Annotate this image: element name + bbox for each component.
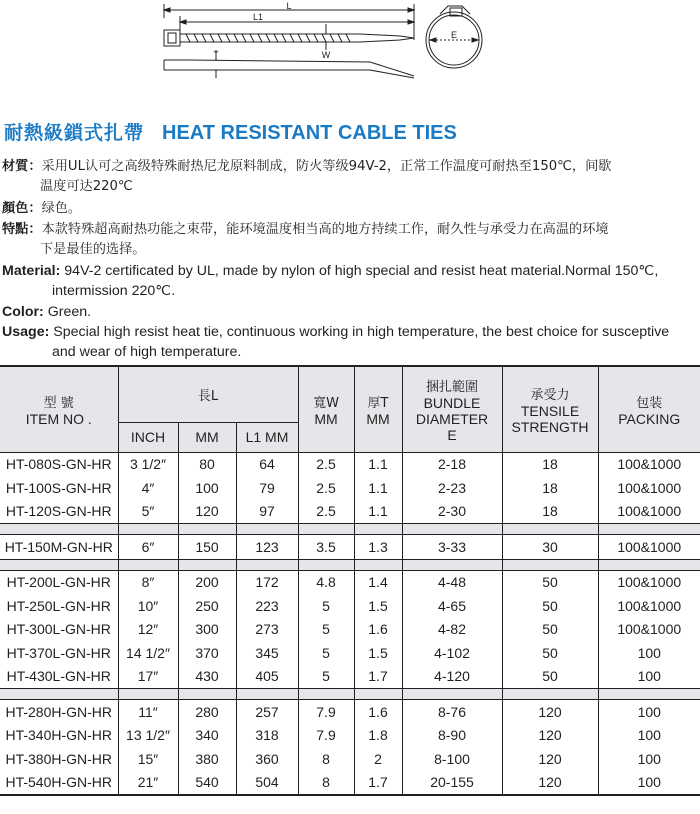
header-packing-cn: 包装: [636, 395, 663, 411]
cell-l1mm: 79: [236, 476, 298, 500]
cell-thickness: 1.5: [354, 594, 402, 618]
header-bundle-3: E: [447, 426, 457, 443]
cell-inch: 8″: [118, 570, 178, 594]
header-l1mm: L1 MM: [236, 422, 298, 452]
cell-packing: 100: [598, 700, 700, 724]
material-en: [2, 261, 692, 281]
cell-mm: 370: [178, 641, 236, 665]
header-thickness: [354, 366, 402, 452]
header-tensile-2: STRENGTH: [511, 418, 589, 435]
cell-thickness: 2: [354, 747, 402, 771]
cell-width: 5: [298, 618, 354, 642]
separator-cell: [402, 689, 502, 700]
cell-l1mm: 360: [236, 747, 298, 771]
header-length-label: 長L: [197, 388, 219, 404]
usage-en-cont: and wear of high temperature.: [52, 344, 242, 360]
cell-tensile: 18: [502, 476, 598, 500]
header-mm: MM: [178, 422, 236, 452]
dim-label-l: L: [286, 1, 292, 11]
cell-mm: 120: [178, 500, 236, 524]
separator-cell: [118, 559, 178, 570]
cell-inch: 11″: [118, 700, 178, 724]
cell-item: HT-120S-GN-HR: [0, 500, 118, 524]
separator-cell: [402, 524, 502, 535]
header-width-cn: 寬W: [313, 395, 339, 411]
cell-inch: 12″: [118, 618, 178, 642]
separator-cell: [402, 559, 502, 570]
cell-tensile: 18: [502, 452, 598, 476]
header-thickness-mm: MM: [366, 410, 390, 427]
separator-cell: [502, 524, 598, 535]
separator-cell: [298, 689, 354, 700]
cell-thickness: 1.6: [354, 700, 402, 724]
header-packing-en: PACKING: [618, 410, 681, 427]
feature-cn-text-1: 本款特殊超高耐热功能之束带，能环境温度相当高的地方持续工作，耐久性与承受力在高温的环境: [41, 222, 609, 237]
cell-thickness: 1.1: [354, 500, 402, 524]
cell-item: HT-100S-GN-HR: [0, 476, 118, 500]
cell-bundle: 20-155: [402, 771, 502, 796]
header-bundle-2: DIAMETER: [415, 410, 489, 427]
table-row: [0, 535, 700, 560]
group-separator: [0, 524, 700, 535]
cell-inch: 3 1/2″: [118, 452, 178, 476]
cell-packing: 100: [598, 747, 700, 771]
cell-mm: 100: [178, 476, 236, 500]
cell-l1mm: 257: [236, 700, 298, 724]
separator-cell: [598, 689, 700, 700]
usage-en-label: Usage:: [2, 324, 50, 340]
cell-width: 2.5: [298, 452, 354, 476]
cell-bundle: 3-33: [402, 535, 502, 560]
cell-thickness: 1.7: [354, 665, 402, 689]
cell-l1mm: 345: [236, 641, 298, 665]
cell-packing: 100: [598, 665, 700, 689]
cell-bundle: 4-48: [402, 570, 502, 594]
cell-tensile: 120: [502, 700, 598, 724]
cell-inch: 14 1/2″: [118, 641, 178, 665]
table-row: [0, 452, 700, 476]
cell-width: 7.9: [298, 724, 354, 748]
cell-item: HT-280H-GN-HR: [0, 700, 118, 724]
title-en: HEAT RESISTANT CABLE TIES: [162, 122, 457, 144]
usage-en-text-1: Special high resist heat tie, continuous working in high temperature, the best choice for susceptive: [49, 324, 670, 340]
cell-item: HT-200L-GN-HR: [0, 570, 118, 594]
cell-thickness: 1.1: [354, 476, 402, 500]
cell-l1mm: 405: [236, 665, 298, 689]
separator-cell: [598, 524, 700, 535]
cell-width: 5: [298, 641, 354, 665]
cell-bundle: 4-102: [402, 641, 502, 665]
cell-thickness: 1.4: [354, 570, 402, 594]
header-packing: [598, 366, 700, 452]
cell-mm: 340: [178, 724, 236, 748]
cell-tensile: 50: [502, 594, 598, 618]
dim-label-l1: L1: [252, 12, 264, 22]
table-body: [0, 452, 700, 795]
feature-cn: [2, 220, 692, 240]
dim-label-w: W: [321, 50, 331, 60]
spec-table: [0, 365, 700, 796]
header-tensile: [502, 366, 598, 452]
separator-cell: [178, 689, 236, 700]
separator-cell: [118, 524, 178, 535]
cell-packing: 100: [598, 641, 700, 665]
cell-thickness: 1.1: [354, 452, 402, 476]
color-en: [2, 302, 692, 322]
separator-cell: [0, 689, 118, 700]
cell-thickness: 1.6: [354, 618, 402, 642]
separator-cell: [178, 524, 236, 535]
cell-width: 2.5: [298, 500, 354, 524]
separator-cell: [502, 689, 598, 700]
cell-tensile: 50: [502, 665, 598, 689]
cell-l1mm: 172: [236, 570, 298, 594]
cell-l1mm: 223: [236, 594, 298, 618]
color-cn: [2, 199, 692, 219]
cell-packing: 100&1000: [598, 452, 700, 476]
cell-l1mm: 123: [236, 535, 298, 560]
cell-inch: 5″: [118, 500, 178, 524]
cell-packing: 100&1000: [598, 570, 700, 594]
cell-l1mm: 318: [236, 724, 298, 748]
cell-mm: 430: [178, 665, 236, 689]
cell-tensile: 120: [502, 747, 598, 771]
material-en-label: Material:: [2, 263, 61, 279]
feature-cn-cont: 下是最佳的选择。: [40, 242, 146, 257]
cell-tensile: 50: [502, 641, 598, 665]
cell-tensile: 50: [502, 618, 598, 642]
dim-label-t: T: [213, 50, 219, 60]
table-row: [0, 476, 700, 500]
cell-mm: 380: [178, 747, 236, 771]
cell-packing: 100: [598, 771, 700, 796]
header-tensile-cn: 承受力: [530, 387, 570, 403]
material-cn-cont: 温度可达220℃: [40, 179, 133, 194]
table-row: [0, 594, 700, 618]
cell-width: 2.5: [298, 476, 354, 500]
cell-item: HT-340H-GN-HR: [0, 724, 118, 748]
header-bundle: [402, 366, 502, 452]
cell-l1mm: 504: [236, 771, 298, 796]
header-thickness-cn: 厚T: [367, 395, 389, 411]
header-item: [0, 366, 118, 452]
cell-bundle: 4-120: [402, 665, 502, 689]
separator-cell: [298, 524, 354, 535]
header-length: [118, 366, 298, 422]
cell-thickness: 1.8: [354, 724, 402, 748]
cell-bundle: 2-23: [402, 476, 502, 500]
cell-tensile: 30: [502, 535, 598, 560]
cell-bundle: 8-76: [402, 700, 502, 724]
cell-thickness: 1.3: [354, 535, 402, 560]
cell-tensile: 120: [502, 724, 598, 748]
material-en-cont: intermission 220℃.: [52, 283, 176, 299]
cell-tensile: 18: [502, 500, 598, 524]
material-cn-label: 材質：: [2, 159, 42, 174]
material-cn-text-1: 采用UL认可之高级特殊耐热尼龙原料制成，防火等级94V-2，正常工作温度可耐热至150℃，间歇: [41, 159, 612, 174]
color-en-label: Color:: [2, 304, 44, 320]
cell-item: HT-250L-GN-HR: [0, 594, 118, 618]
cable-tie-diagram: [0, 0, 700, 100]
cell-inch: 6″: [118, 535, 178, 560]
cell-mm: 280: [178, 700, 236, 724]
cell-inch: 4″: [118, 476, 178, 500]
dim-label-e: E: [450, 30, 458, 40]
cell-bundle: 8-100: [402, 747, 502, 771]
cell-bundle: 4-82: [402, 618, 502, 642]
cell-width: 5: [298, 665, 354, 689]
material-cn: [2, 157, 692, 177]
cell-mm: 200: [178, 570, 236, 594]
separator-cell: [178, 559, 236, 570]
table-row: [0, 500, 700, 524]
cell-width: 3.5: [298, 535, 354, 560]
cell-l1mm: 97: [236, 500, 298, 524]
cell-bundle: 4-65: [402, 594, 502, 618]
header-bundle-1: BUNDLE: [423, 394, 481, 411]
cell-inch: 15″: [118, 747, 178, 771]
table-row: [0, 700, 700, 724]
cell-thickness: 1.5: [354, 641, 402, 665]
cell-item: HT-300L-GN-HR: [0, 618, 118, 642]
cell-item: HT-370L-GN-HR: [0, 641, 118, 665]
cell-mm: 80: [178, 452, 236, 476]
page-title: [4, 118, 457, 145]
color-cn-text: 绿色。: [41, 201, 82, 216]
cell-inch: 10″: [118, 594, 178, 618]
cell-width: 4.8: [298, 570, 354, 594]
cell-bundle: 2-18: [402, 452, 502, 476]
cell-bundle: 8-90: [402, 724, 502, 748]
separator-cell: [298, 559, 354, 570]
header-width: [298, 366, 354, 452]
separator-cell: [502, 559, 598, 570]
usage-en: [2, 322, 692, 342]
feature-cn-label: 特點：: [2, 222, 42, 237]
cell-width: 8: [298, 747, 354, 771]
cell-mm: 540: [178, 771, 236, 796]
group-separator: [0, 559, 700, 570]
separator-cell: [236, 524, 298, 535]
cell-item: HT-380H-GN-HR: [0, 747, 118, 771]
table-row: [0, 724, 700, 748]
cell-mm: 250: [178, 594, 236, 618]
cell-item: HT-430L-GN-HR: [0, 665, 118, 689]
table-row: [0, 665, 700, 689]
cell-packing: 100: [598, 724, 700, 748]
cell-packing: 100&1000: [598, 535, 700, 560]
separator-cell: [236, 559, 298, 570]
separator-cell: [354, 689, 402, 700]
cell-inch: 21″: [118, 771, 178, 796]
cell-tensile: 120: [502, 771, 598, 796]
cell-mm: 300: [178, 618, 236, 642]
cell-l1mm: 64: [236, 452, 298, 476]
cell-packing: 100&1000: [598, 500, 700, 524]
table-row: [0, 618, 700, 642]
header-bundle-cn: 捆扎範圍: [425, 379, 478, 395]
cell-width: 7.9: [298, 700, 354, 724]
cell-tensile: 50: [502, 570, 598, 594]
table-row: [0, 570, 700, 594]
cell-bundle: 2-30: [402, 500, 502, 524]
cell-inch: 13 1/2″: [118, 724, 178, 748]
header-item-en: ITEM NO .: [25, 410, 92, 427]
separator-cell: [354, 559, 402, 570]
header-width-mm: MM: [314, 410, 338, 427]
material-en-text-1: 94V-2 certificated by UL, made by nylon of high special and resist heat material.Normal 150℃,: [60, 263, 659, 279]
cell-l1mm: 273: [236, 618, 298, 642]
table-row: [0, 641, 700, 665]
cell-thickness: 1.7: [354, 771, 402, 796]
cell-item: HT-150M-GN-HR: [0, 535, 118, 560]
separator-cell: [118, 689, 178, 700]
header-item-cn: 型 號: [43, 395, 74, 411]
cell-packing: 100&1000: [598, 476, 700, 500]
cell-mm: 150: [178, 535, 236, 560]
table-row: [0, 771, 700, 796]
separator-cell: [354, 524, 402, 535]
color-cn-label: 顏色：: [2, 201, 42, 216]
separator-cell: [0, 559, 118, 570]
title-cn: 耐熱級鎖式扎帶: [4, 122, 145, 144]
separator-cell: [598, 559, 700, 570]
header-tensile-1: TENSILE: [520, 402, 580, 419]
cell-item: HT-080S-GN-HR: [0, 452, 118, 476]
cell-packing: 100&1000: [598, 594, 700, 618]
color-en-text: Green.: [43, 304, 92, 320]
cell-packing: 100&1000: [598, 618, 700, 642]
separator-cell: [236, 689, 298, 700]
separator-cell: [0, 524, 118, 535]
table-row: [0, 747, 700, 771]
cell-inch: 17″: [118, 665, 178, 689]
header-inch: INCH: [118, 422, 178, 452]
cell-item: HT-540H-GN-HR: [0, 771, 118, 796]
cell-width: 8: [298, 771, 354, 796]
cell-width: 5: [298, 594, 354, 618]
group-separator: [0, 689, 700, 700]
